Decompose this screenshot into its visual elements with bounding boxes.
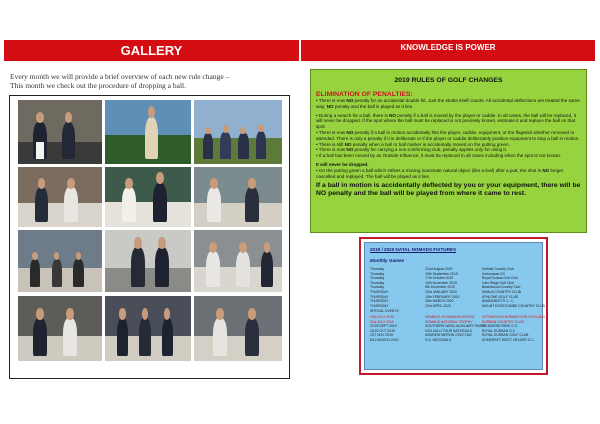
fixture-cell: AMANZIMTOTI C. C. (481, 299, 514, 304)
fixture-cell: 5th December 2019 (425, 285, 455, 290)
fixtures-subtitle: Monthly Games (370, 258, 405, 263)
fixture-cell: Beachwood Country Club (481, 285, 521, 290)
rules-section-title: ELIMINATION OF PENALTIES: (316, 91, 413, 98)
fixture-cell: ATHLONE GOLF CLUB (481, 294, 518, 299)
fixture-cell: 1ST NOV 2019 (370, 333, 393, 338)
photo-6 (194, 167, 282, 227)
fixture-cell: THURSDAY (370, 289, 389, 294)
fixture-cell: DURBAN COUNTRY CLUB (481, 319, 524, 324)
photo-12 (194, 296, 282, 361)
fixture-cell: 27/28 SEPT 2019 (370, 324, 397, 329)
fixture-cell: 23rd APRIL 2020 (425, 303, 451, 308)
photo-9 (194, 230, 282, 292)
knowledge-header: KNOWLEDGE IS POWER (301, 40, 595, 61)
fixture-cell: Thursday (370, 271, 385, 276)
rules-title: 2019 RULES OF GOLF CHANGES (394, 77, 503, 84)
fixture-cell: Thursday (370, 276, 385, 281)
photo-7 (18, 230, 102, 292)
fixture-cell: THURSDAY (370, 303, 389, 308)
fixture-cell: S.A. NATIONALS (425, 337, 452, 342)
fixture-cell: Thursday (370, 285, 385, 290)
fixture-cell: SELBORNE PARK G.C. (481, 324, 519, 329)
fixture-cell: 14th November 2019 (425, 280, 457, 285)
monthly-fixtures-list (370, 267, 545, 308)
rule-summary: If a ball in motion is accidentally deflected by you or your equipment, there will be NO penalty and the ball will be played from where it came to rest. (316, 182, 581, 198)
fixture-row (370, 303, 545, 309)
photo-3 (194, 100, 282, 164)
fixture-cell: Umkomaas GC (481, 271, 506, 276)
fixture-cell: 22nd August 2019 (425, 267, 453, 271)
fixture-cell: 13th FEBRUARY 2020 (425, 294, 460, 299)
rule-8: • On the putting green a ball which strikes a moving inanimate natural object (like a leaf) after a putt, the shot is NO longer cancelled and replayed. The ball will be played as it lies. (316, 167, 564, 179)
special-events-list (370, 314, 545, 343)
fixture-cell: THURSDAY (370, 294, 389, 299)
photo-4 (18, 167, 102, 227)
fixture-cell: 10/20 OCT 2019 (370, 328, 396, 333)
rule-7: It will never be dropped. (316, 161, 369, 167)
fixture-cell: 21st JULY 2019 (370, 319, 394, 324)
fixture-cell: COTSWOLDS NOMADS KZN VS ELAND (481, 314, 545, 319)
fixture-cell: 17th October 2019 (425, 276, 454, 281)
fixture-cell: NOMADS VS NOMADS INVITAT. (425, 314, 476, 319)
fixtures-title: 2019 / 2020 NATAL NOMADS FIXTURES (370, 247, 457, 252)
fixture-cell: SOUTHERN NATAL AUXILIARY PAIRS (425, 324, 485, 329)
photo-10 (18, 296, 102, 361)
fixture-cell: ANDREW MERVIN GOLF DAY (425, 333, 473, 338)
fixture-cell: Royal Durban Golf Club (481, 276, 518, 281)
rule-1: • There is now NO penalty for an accidental double hit. Just the stroke itself counts. All accidental deflections are treated the same way; NO penalty and the ball is played as it lies. (316, 98, 580, 109)
rule-2: • During a search for a ball, there is NO penalty if a ball is moved by the player or caddie. In all cases, the ball will be replaced, it will never be dropped. If the spot where the ball must be replaced is not precisely known, estimate it and replace the ball on that spot. (316, 112, 577, 130)
fixtures-box (359, 237, 548, 375)
photo-2 (105, 100, 191, 164)
fixture-cell: Umhlali Country Club (481, 267, 514, 271)
fixture-cell: 23rd JANUARY 2020 (425, 289, 458, 294)
fixture-cell: SOMERSET WEST, HELDER G.C. (481, 337, 535, 342)
rule-3: • There is now NO penalty if a ball in motion accidentally hits the player, caddie, equipment, or the flagstick whether removed or attended. There is only a penalty if it is deliberate or if the player or caddie deliberately position equipment to stop a ball in motion. (316, 129, 580, 141)
photo-5 (105, 167, 191, 227)
intro-line-1: Every month we will provide a brief overview of each new rule change – (10, 72, 230, 81)
fixture-cell: MOUNT EDGECOMBE COUNTRY CLUB (481, 303, 545, 308)
rule-6: • If a ball has been moved by an Outside Influence, it must be replaced in all cases including when the spot is not known. (316, 153, 562, 159)
photo-11 (105, 296, 191, 361)
rules-box (310, 69, 587, 233)
photo-1 (18, 100, 102, 164)
fixture-cell: 8/12 MARCH 2020 (370, 337, 399, 342)
fixture-cell: NOMADS NATIONAL TROPHY (425, 319, 473, 324)
fixture-cell: ROYAL DURBAN G.C. (481, 328, 517, 333)
fixture-cell: 26th MARCH 2020 (425, 299, 454, 304)
special-events-label: SPECIAL EVENTS (370, 309, 399, 314)
rule-4: • There is still NO penalty when a ball or ball marker is accidentally moved on the putting green. (316, 141, 510, 147)
gallery-intro (10, 72, 295, 90)
photo-collage (9, 95, 290, 379)
fixture-row (370, 338, 537, 343)
fixture-cell: Thursday (370, 267, 385, 271)
fixture-cell: ROYAL DURBAN GOLF CLUB (481, 333, 529, 338)
fixture-cell: KWALA COUNTRY CLUB (481, 289, 522, 294)
intro-line-2: This month we check out the procedure of dropping a ball. (10, 81, 186, 90)
rule-5: • There is now NO penalty for carrying a non-conforming club, penalty applies only for using it. (316, 147, 507, 153)
fixture-cell: THURSDAY (370, 299, 389, 304)
fixture-cell: Thursday (370, 280, 385, 285)
photo-8 (105, 230, 191, 292)
fixture-cell: 10th JULY 2019 (370, 314, 395, 319)
gallery-header: GALLERY (4, 40, 299, 61)
fixture-cell: Cato Ridge Golf Club (481, 280, 514, 285)
fixture-cell: KZN ZULU TOUR NATIONALS (425, 328, 473, 333)
fixture-cell: 19th September 2019 (425, 271, 458, 276)
